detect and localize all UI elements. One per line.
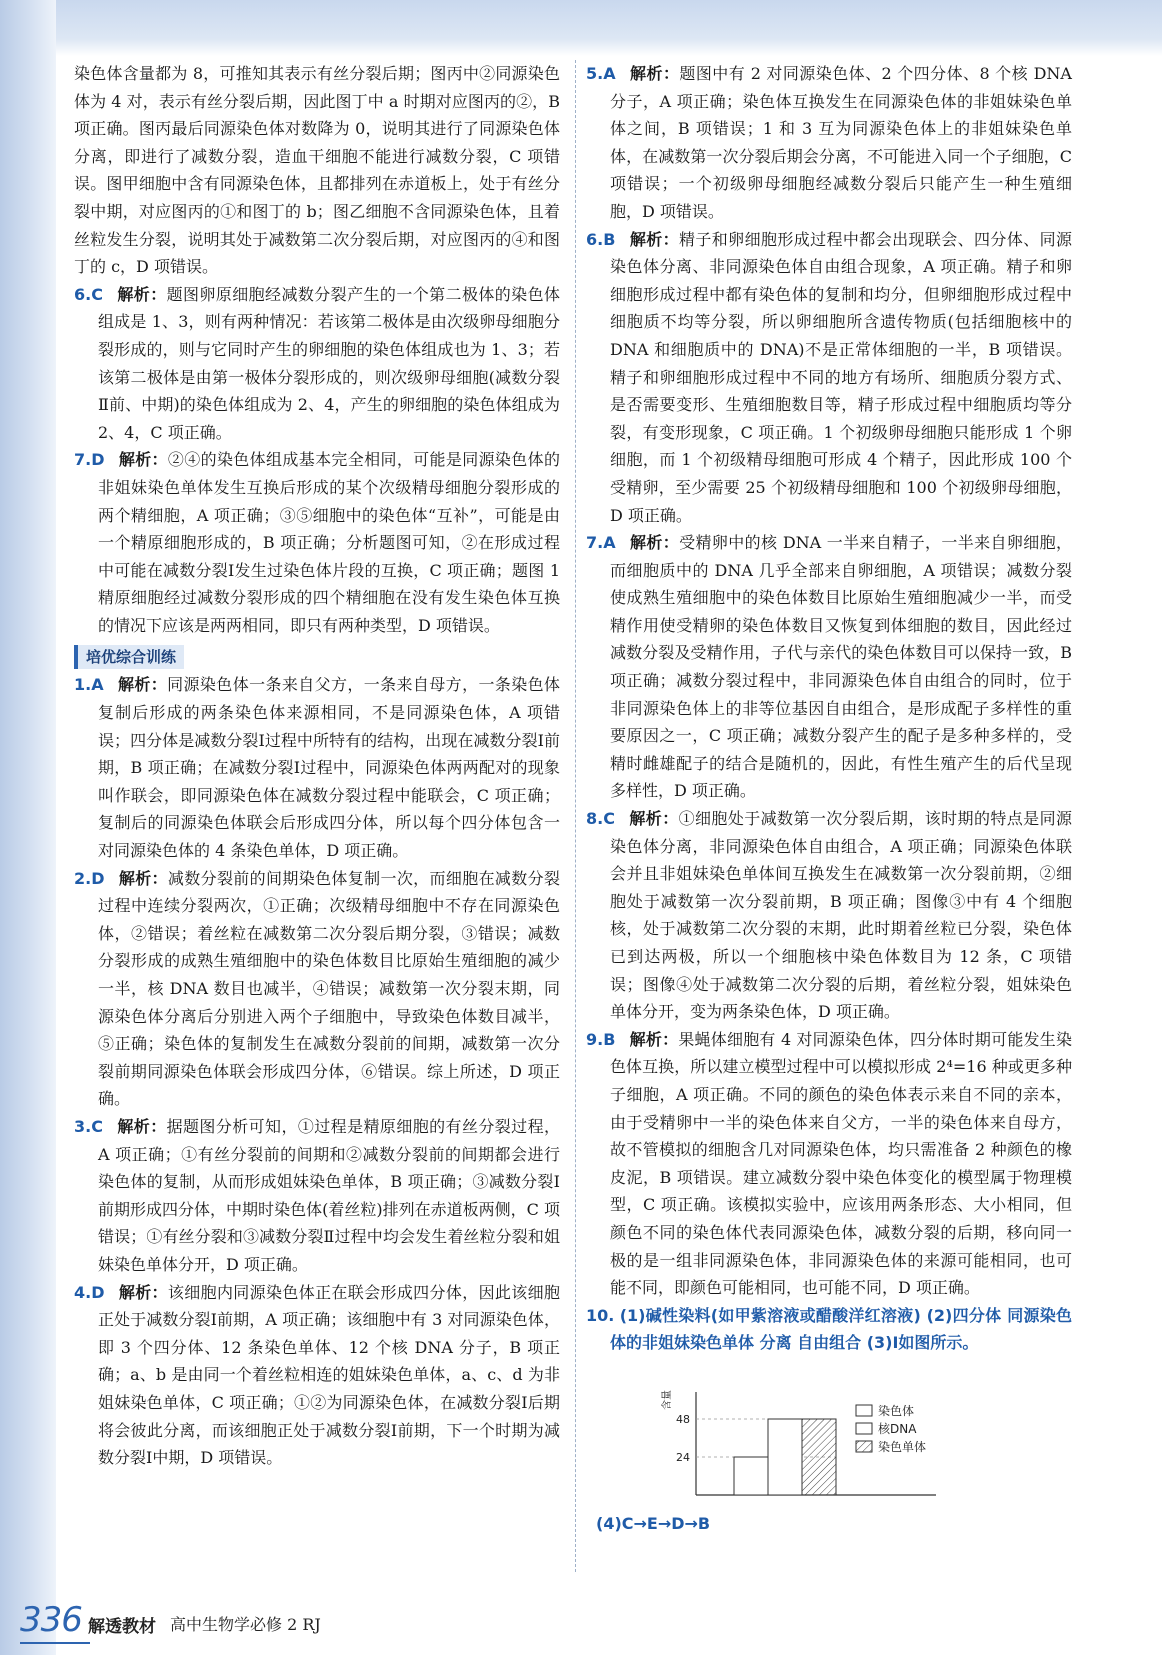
s4-keyword: 解析：: [118, 1282, 168, 1302]
s7-text: 受精卵中的核 DNA 一半来自精子，一半来自卵细胞，而细胞质中的 DNA 几乎全部来自卵细胞，A 项错误；减数分裂使成熟生殖细胞中的染色体数目比原始生殖细胞减少一半，而受精作用使受精卵的染色体数目又恢复到体细胞的数目，因此经过减数分裂及受精作用，子代与亲代的染色体数目可以保持一致，B 项正确；减数分裂过程中，非同源染色体自由组合的同时，位于非同源染色体上的非等位基因自由组合，是形成配子多样性的重要原因之一，C 项正确；减数分裂产生的配子是多种多样的，受精时雌雄配子的结合是随机的，因此，有性生殖产生的后代呈现多样性，D 项正确。: [610, 533, 1072, 801]
s6-number: 6.: [586, 229, 604, 249]
legend-swatch-核DNA: [856, 1423, 872, 1434]
legend-label-染色体: 染色体: [878, 1404, 915, 1418]
s10-last: (4)C→E→D→B: [596, 1514, 711, 1533]
legend-swatch-染色体: [856, 1405, 872, 1416]
s2-answer: D: [91, 868, 105, 888]
s3-keyword: 解析：: [116, 1116, 167, 1136]
s4-number: 4.: [74, 1282, 92, 1302]
column-divider: [575, 60, 576, 1572]
s9-answer: B: [603, 1029, 616, 1049]
s1-answer: A: [91, 675, 104, 695]
s6-item: [586, 226, 1072, 530]
page-footer: [0, 1600, 1162, 1655]
book-subtitle: 高中生物学必修 2 RJ: [170, 1615, 321, 1634]
s8-text: ①细胞处于减数第一次分裂后期，该时期的特点是同源染色体分离，非同源染色体自由组合，A 项正确；同源染色体联会并且非姐妹染色单体间互换发生在减数第一次分裂前期，②细胞处于减数第一次分裂前期，B 项正确；图像③中有 4 个细胞核，处于减数第二次分裂的末期，此时期着丝粒已分裂，染色体已到达两极，所以一个细胞核中染色体数目为 12 条，C 项错误；图像④处于减数第二次分裂的后期，着丝粒分裂，姐妹染色单体分开，变为两条染色体，D 项正确。: [610, 809, 1072, 1022]
s5-number: 5.: [586, 64, 604, 83]
s8-answer: C: [603, 809, 615, 829]
s7-answer: A: [603, 533, 616, 553]
y-tick-48: 48: [676, 1413, 690, 1426]
right-column: [586, 60, 1072, 1533]
s8-item: [586, 805, 1072, 1026]
bar-染色单体: [802, 1419, 836, 1495]
s5-keyword: 解析：: [629, 64, 680, 83]
s4-text: 该细胞内同源染色体正在联会形成四分体，因此该细胞正处于减数分裂Ⅰ前期，A 项正确；该细胞中有 3 对同源染色体，即 3 个四分体、12 条染色单体、12 个核 DNA 分子，B 项正确；a、b 是由同一个着丝粒相连的姐妹染色单体，a、c、d 为非姐妹染色单体，C 项正确；①②为同源染色体，在减数分裂Ⅰ后期将会彼此分离，而该细胞正处于减数分裂Ⅰ前期，下一个时期为减数分裂Ⅰ中期，D 项错误。: [98, 1282, 560, 1468]
y-axis-label: 含量: [662, 1390, 673, 1410]
q5-continuation: 染色体含量都为 8，可推知其表示有丝分裂后期；图丙中②同源染色体为 4 对，表示有丝分裂后期，因此图丁中 a 时期对应图丙的②，B 项正确。图丙最后同源染色体对数降为 0，说明其进行了同源染色体分离，即进行了减数分裂，造血干细胞不能进行减数分裂，C 项错误。图甲细胞中含有同源染色体，且都排列在赤道板上，处于有丝分裂中期，对应图丙的①和图丁的 b；图乙细胞不含同源染色体，且着丝粒发生分裂，说明其处于减数第二次分裂后期，对应图丙的④和图丁的 c，D 项错误。: [74, 64, 560, 277]
s6-text: 精子和卵细胞形成过程中都会出现联会、四分体、同源染色体分离、非同源染色体自由组合现象，A 项正确。精子和卵细胞形成过程中都有染色体的复制和均分，但卵细胞形成过程中细胞质不均等分裂，所以卵细胞所含遗传物质(包括细胞核中的 DNA 和细胞质中的 DNA)不是正常体细胞的一半，B 项错误。精子和卵细胞形成过程中不同的地方有场所、细胞质分裂方式、是否需要变形、生殖细胞数目等，精子形成过程中细胞质均等分裂，有变形现象，C 项正确。1 个初级卵母细胞只能形成 1 个卵细胞，而 1 个初级精母细胞可形成 4 个精子，因此形成 100 个受精卵，至少需要 25 个初级精母细胞和 100 个初级卵母细胞，D 项正确。: [610, 229, 1072, 525]
s7-item: [586, 529, 1072, 805]
left-band: [0, 0, 56, 1655]
q7-answer: D: [91, 450, 105, 470]
s4-answer: D: [91, 1282, 105, 1302]
s6-keyword: 解析：: [629, 229, 679, 249]
q7-number: 7.: [74, 450, 92, 470]
legend-swatch-染色单体: [856, 1441, 872, 1452]
s9-text: 果蝇体细胞有 4 对同源染色体，四分体时期可能发生染色体互换，所以建立模型过程中可以模拟形成 2⁴=16 种或更多种子细胞，A 项正确。不同的颜色的染色体表示来自不同的亲本，由于受精卵中一半的染色体来自父方，一半的染色体来自母方，故不管模拟的细胞含几对同源染色体，均只需准备 2 种颜色的橡皮泥，B 项错误。建立减数分裂中染色体变化的模型属于物理模型，C 项正确。该模拟实验中，应该用两条形态、大小相同，但颜色不同的染色体代表同源染色体，减数分裂的后期，移向同一极的是一组非同源染色体，非同源染色体的来源可能相同，也可能不同，即颜色可能相同，也可能不同，D 项正确。: [610, 1029, 1072, 1298]
q7-keyword: 解析：: [118, 450, 168, 470]
s8-keyword: 解析：: [628, 809, 679, 829]
s2-item: [74, 865, 560, 1113]
y-tick-24: 24: [676, 1451, 690, 1464]
q6-item: [74, 281, 560, 447]
q6-text: 题图卵原细胞经减数分裂产生的一个第二极体的染色体组成是 1、3，则有两种情况：若该第二极体是由次级卵母细胞分裂形成的，则与它同时产生的卵细胞的染色体组成也为 1、3；若该第二极体是由第一极体分裂形成的，则次级卵母细胞(减数分裂Ⅱ前、中期)的染色体组成为 2、4，产生的卵细胞的染色体组成为 2、4，C 项正确。: [98, 284, 560, 442]
top-band: [0, 0, 1162, 56]
s4-item: [74, 1279, 560, 1472]
q6-number: 6.: [74, 284, 92, 304]
s5-answer: A: [603, 64, 616, 83]
legend-label-染色单体: 染色单体: [878, 1440, 927, 1454]
s3-number: 3.: [74, 1116, 92, 1136]
page-content: [60, 60, 1100, 1580]
s10-text: (1)碱性染料(如甲紫溶液或醋酸洋红溶液) (2)四分体 同源染色体的非姐妹染色单体 分离 自由组合 (3)Ⅰ如图所示。: [610, 1305, 1072, 1353]
legend-label-核DNA: 核DNA: [878, 1422, 917, 1436]
s10-number: 10.: [586, 1305, 615, 1325]
s9-number: 9.: [586, 1029, 604, 1049]
s8-number: 8.: [586, 809, 604, 829]
s6-answer: B: [603, 229, 616, 249]
s7-number: 7.: [586, 533, 604, 553]
q6-keyword: 解析：: [116, 284, 167, 304]
s1-keyword: 解析：: [117, 675, 168, 695]
s9-item: [586, 1026, 1072, 1302]
section-title: 培优综合训练: [74, 645, 184, 669]
s10-item: [586, 1302, 1072, 1357]
book-title: 解透教材: [88, 1617, 156, 1637]
q7-text: ②④的染色体组成基本完全相同，可能是同源染色体的非姐妹染色单体发生互换后形成的某个次级精母细胞分裂形成的两个精细胞，A 项正确；③⑤细胞中的染色体“互补”，可能是由一个精原细胞形成的，B 项正确；分析题图可知，②在形成过程中可能在减数分裂Ⅰ发生过染色体片段的互换，C 项正确；题图 1 精原细胞经过减数分裂形成的四个精细胞在没有发生染色体互换的情况下应该是两两相同，即只有两种类型，D 项错误。: [98, 450, 560, 635]
bar-染色体: [734, 1457, 768, 1495]
s3-answer: C: [91, 1116, 103, 1136]
s9-keyword: 解析：: [629, 1029, 679, 1049]
s1-text: 同源染色体一条来自父方，一条来自母方，一条染色体复制后形成的两条染色体来源相同，不是同源染色体，A 项错误；四分体是减数分裂Ⅰ过程中所特有的结构，出现在减数分裂Ⅰ前期，B 项正确；在减数分裂Ⅰ过程中，同源染色体两两配对的现象叫作联会，即同源染色体在减数分裂过程中能联会，C 项正确；复制后的同源染色体联会后形成四分体，所以每个四分体包含一对同源染色体的 4 条染色单体，D 项正确。: [98, 675, 560, 861]
s3-item: [74, 1113, 560, 1279]
s3-text: 据题图分析可知，①过程是精原细胞的有丝分裂过程，A 项正确；①有丝分裂前的间期和②减数分裂前的间期都会进行染色体的复制，从而形成姐妹染色单体，B 项正确；③减数分裂Ⅰ前期形成四分体，中期时染色体(着丝粒)排列在赤道板两侧，C 项错误；①有丝分裂和③减数分裂Ⅱ过程中均会发生着丝粒分裂和姐妹染色单体分开，D 项正确。: [98, 1116, 560, 1274]
s5-item: [586, 60, 1072, 226]
bar-核DNA: [768, 1419, 802, 1495]
s5-text: 题图中有 2 对同源染色体、2 个四分体、8 个核 DNA 分子，A 项正确；染色体互换发生在同源染色体的非姐妹染色单体之间，B 项错误；1 和 3 互为同源染色体上的非姐妹染色单体，在减数第一次分裂后期会分离，不可能进入同一个子细胞，C 项错误；一个初级卵母细胞经减数分裂后只能产生一种生殖细胞，D 项错误。: [610, 64, 1072, 221]
s1-number: 1.: [74, 675, 92, 695]
s2-number: 2.: [74, 868, 92, 888]
left-column: [74, 60, 560, 1472]
q6-answer: C: [91, 284, 103, 304]
s2-keyword: 解析：: [118, 868, 168, 888]
s1-item: [74, 671, 560, 864]
bar-chart: [646, 1385, 966, 1505]
page-number: 336: [20, 1600, 82, 1640]
page-number-underline: [20, 1642, 90, 1644]
s7-keyword: 解析：: [629, 533, 680, 553]
s2-text: 减数分裂前的间期染色体复制一次，而细胞在减数分裂过程中连续分裂两次，①正确；次级精母细胞中不存在同源染色体，②错误；着丝粒在减数第二次分裂后期分裂，③错误；减数分裂形成的成熟生殖细胞中的染色体数目比原始生殖细胞的减少一半，核 DNA 数目也减半，④错误；减数第一次分裂末期，同源染色体分离后分别进入两个子细胞中，导致染色体数目减半，⑤正确；染色体的复制发生在减数分裂前的间期，减数第一次分裂前期同源染色体联会形成四分体，⑥错误。综上所述，D 项正确。: [98, 868, 560, 1109]
q7-item: [74, 446, 560, 639]
